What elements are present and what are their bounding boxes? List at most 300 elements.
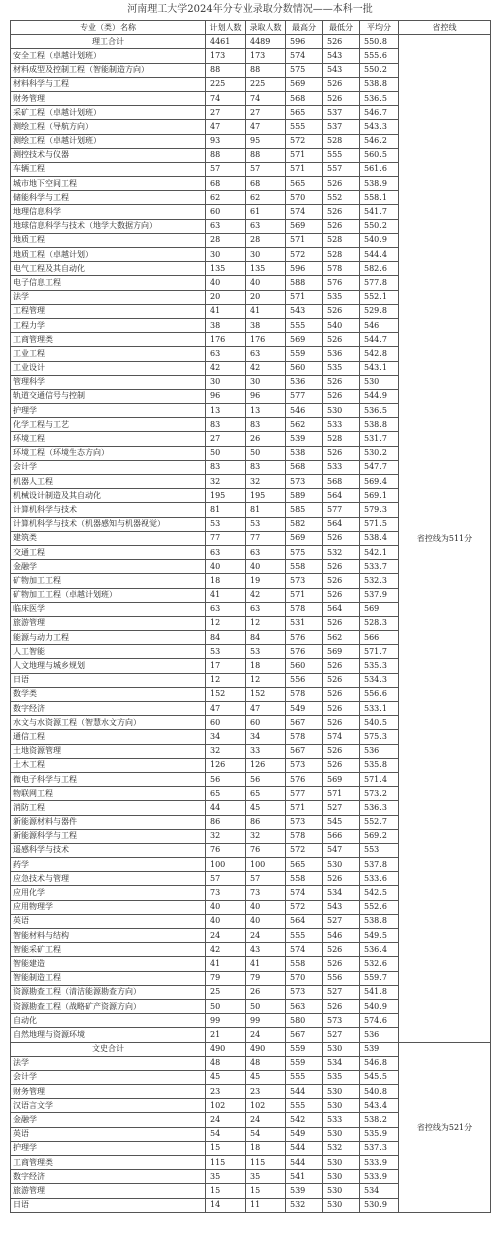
value-cell: 572: [286, 843, 323, 857]
major-name-cell: 消防工程: [11, 801, 206, 815]
major-name-cell: 机械设计制造及其自动化: [11, 489, 206, 503]
value-cell: 32: [206, 744, 246, 758]
value-cell: 35: [246, 1170, 286, 1184]
major-name-cell: 英语: [11, 914, 206, 928]
major-name-cell: 数字经济: [11, 702, 206, 716]
value-cell: 569: [286, 531, 323, 545]
value-cell: 86: [206, 815, 246, 829]
major-name-cell: 数学类: [11, 687, 206, 701]
value-cell: 73: [246, 886, 286, 900]
value-cell: 537.9: [360, 588, 399, 602]
value-cell: 574: [323, 730, 360, 744]
value-cell: 540.9: [360, 999, 399, 1013]
value-cell: 572: [286, 248, 323, 262]
value-cell: 40: [206, 900, 246, 914]
value-cell: 577: [286, 787, 323, 801]
major-name-cell: 人工智能: [11, 645, 206, 659]
value-cell: 528.3: [360, 616, 399, 630]
value-cell: 543: [323, 900, 360, 914]
major-name-cell: 物联网工程: [11, 787, 206, 801]
value-cell: 546: [323, 929, 360, 943]
value-cell: 526: [323, 333, 360, 347]
value-cell: 73: [206, 886, 246, 900]
value-cell: 544: [286, 1141, 323, 1155]
value-cell: 76: [206, 843, 246, 857]
value-cell: 545: [323, 815, 360, 829]
value-cell: 576: [323, 276, 360, 290]
value-cell: 81: [206, 503, 246, 517]
value-cell: 53: [206, 517, 246, 531]
value-cell: 576: [286, 772, 323, 786]
value-cell: 558: [286, 957, 323, 971]
major-name-cell: 建筑类: [11, 531, 206, 545]
value-cell: 45: [246, 1070, 286, 1084]
value-cell: 546: [286, 404, 323, 418]
value-cell: 570: [286, 971, 323, 985]
major-name-cell: 电气工程及其自动化: [11, 262, 206, 276]
major-name-cell: 金融学: [11, 1113, 206, 1127]
value-cell: 99: [206, 1014, 246, 1028]
major-name-cell: 金融学: [11, 560, 206, 574]
value-cell: 15: [206, 1184, 246, 1198]
value-cell: 526: [323, 716, 360, 730]
value-cell: 47: [246, 120, 286, 134]
major-name-cell: 环境工程（环境生态方向）: [11, 446, 206, 460]
major-name-cell: 计算机科学与技术（机器感知与机器视觉）: [11, 517, 206, 531]
major-name-cell: 旅游管理: [11, 1184, 206, 1198]
value-cell: 88: [246, 148, 286, 162]
value-cell: 533.6: [360, 872, 399, 886]
value-cell: 195: [206, 489, 246, 503]
value-cell: 135: [246, 262, 286, 276]
value-cell: 526: [323, 872, 360, 886]
value-cell: 63: [246, 545, 286, 559]
value-cell: 571: [286, 290, 323, 304]
value-cell: 47: [246, 702, 286, 716]
value-cell: 566: [323, 829, 360, 843]
value-cell: 578: [286, 730, 323, 744]
value-cell: 83: [206, 418, 246, 432]
value-cell: 152: [206, 687, 246, 701]
major-name-cell: 电子信息工程: [11, 276, 206, 290]
value-cell: 546.8: [360, 1056, 399, 1070]
value-cell: 35: [206, 1170, 246, 1184]
value-cell: 573: [286, 574, 323, 588]
value-cell: 32: [246, 829, 286, 843]
value-cell: 18: [246, 1141, 286, 1155]
value-cell: 48: [206, 1056, 246, 1070]
value-cell: 24: [206, 929, 246, 943]
major-name-cell: 药学: [11, 858, 206, 872]
value-cell: 573: [286, 815, 323, 829]
value-cell: 54: [246, 1127, 286, 1141]
value-cell: 589: [286, 489, 323, 503]
value-cell: 102: [246, 1099, 286, 1113]
value-cell: 528: [323, 233, 360, 247]
value-cell: 83: [246, 460, 286, 474]
major-name-cell: 化学工程与工艺: [11, 418, 206, 432]
control-line-cell: 省控线为521分: [399, 1042, 491, 1212]
value-cell: 572: [286, 900, 323, 914]
value-cell: 152: [246, 687, 286, 701]
value-cell: 225: [246, 77, 286, 91]
value-cell: 15: [246, 1184, 286, 1198]
major-name-cell: 土木工程: [11, 758, 206, 772]
value-cell: 555.6: [360, 49, 399, 63]
value-cell: 541.8: [360, 985, 399, 999]
value-cell: 528: [323, 248, 360, 262]
value-cell: 535.3: [360, 659, 399, 673]
value-cell: 544: [286, 1156, 323, 1170]
value-cell: 556: [286, 673, 323, 687]
value-cell: 569: [286, 77, 323, 91]
header-admitted: 录取人数: [246, 21, 286, 35]
value-cell: 536: [360, 1028, 399, 1042]
value-cell: 15: [206, 1141, 246, 1155]
value-cell: 77: [206, 531, 246, 545]
value-cell: 550.2: [360, 63, 399, 77]
major-name-cell: 自然地理与资源环境: [11, 1028, 206, 1042]
value-cell: 19: [246, 574, 286, 588]
value-cell: 526: [323, 375, 360, 389]
value-cell: 571: [286, 801, 323, 815]
value-cell: 531.7: [360, 432, 399, 446]
value-cell: 68: [206, 177, 246, 191]
value-cell: 530.2: [360, 446, 399, 460]
value-cell: 99: [246, 1014, 286, 1028]
major-name-cell: 地球信息科学与技术（地学大数据方向）: [11, 219, 206, 233]
value-cell: 533: [323, 418, 360, 432]
value-cell: 546.7: [360, 106, 399, 120]
value-cell: 535.8: [360, 758, 399, 772]
value-cell: 568: [286, 91, 323, 105]
value-cell: 538: [286, 446, 323, 460]
major-name-cell: 临床医学: [11, 602, 206, 616]
value-cell: 96: [206, 389, 246, 403]
value-cell: 536.3: [360, 801, 399, 815]
value-cell: 47: [206, 702, 246, 716]
value-cell: 560: [286, 361, 323, 375]
value-cell: 571: [286, 588, 323, 602]
group-total-label: 理工合计: [11, 35, 206, 49]
value-cell: 571: [286, 148, 323, 162]
value-cell: 562: [323, 631, 360, 645]
header-min: 最低分: [323, 21, 360, 35]
value-cell: 555: [286, 318, 323, 332]
value-cell: 526: [323, 560, 360, 574]
value-cell: 536.5: [360, 404, 399, 418]
major-name-cell: 测绘工程（卓越计划班）: [11, 134, 206, 148]
value-cell: 115: [206, 1156, 246, 1170]
group-total-cell: 4461: [206, 35, 246, 49]
value-cell: 530: [323, 1184, 360, 1198]
value-cell: 537: [323, 106, 360, 120]
value-cell: 42: [246, 361, 286, 375]
value-cell: 53: [246, 645, 286, 659]
value-cell: 538.4: [360, 531, 399, 545]
value-cell: 74: [206, 91, 246, 105]
value-cell: 540.9: [360, 233, 399, 247]
admission-score-table: [10, 20, 491, 1213]
value-cell: 32: [206, 829, 246, 843]
value-cell: 582.6: [360, 262, 399, 276]
value-cell: 27: [246, 106, 286, 120]
value-cell: 530: [323, 858, 360, 872]
value-cell: 578: [286, 829, 323, 843]
major-name-cell: 会计学: [11, 460, 206, 474]
value-cell: 526: [323, 673, 360, 687]
major-name-cell: 计算机科学与技术: [11, 503, 206, 517]
value-cell: 56: [206, 772, 246, 786]
value-cell: 24: [246, 929, 286, 943]
value-cell: 24: [206, 1113, 246, 1127]
header-max: 最高分: [286, 21, 323, 35]
value-cell: 543: [323, 63, 360, 77]
value-cell: 88: [206, 148, 246, 162]
table-body: [11, 35, 491, 1213]
value-cell: 571.7: [360, 645, 399, 659]
value-cell: 543.3: [360, 120, 399, 134]
value-cell: 552.7: [360, 815, 399, 829]
value-cell: 60: [246, 716, 286, 730]
value-cell: 564: [323, 489, 360, 503]
value-cell: 573: [323, 1014, 360, 1028]
value-cell: 528: [323, 432, 360, 446]
value-cell: 543.1: [360, 361, 399, 375]
value-cell: 565: [286, 858, 323, 872]
value-cell: 575: [286, 545, 323, 559]
value-cell: 532.6: [360, 957, 399, 971]
value-cell: 547.7: [360, 460, 399, 474]
value-cell: 575.3: [360, 730, 399, 744]
value-cell: 569: [323, 645, 360, 659]
value-cell: 126: [246, 758, 286, 772]
value-cell: 40: [246, 914, 286, 928]
value-cell: 40: [206, 276, 246, 290]
value-cell: 60: [206, 205, 246, 219]
value-cell: 74: [246, 91, 286, 105]
value-cell: 576: [286, 645, 323, 659]
major-name-cell: 新能源材料与器件: [11, 815, 206, 829]
value-cell: 81: [246, 503, 286, 517]
value-cell: 536.5: [360, 91, 399, 105]
value-cell: 30: [206, 248, 246, 262]
value-cell: 63: [206, 347, 246, 361]
value-cell: 534: [323, 886, 360, 900]
value-cell: 83: [246, 418, 286, 432]
value-cell: 571.4: [360, 772, 399, 786]
value-cell: 26: [246, 985, 286, 999]
major-name-cell: 汉语言文学: [11, 1099, 206, 1113]
value-cell: 12: [206, 673, 246, 687]
value-cell: 23: [206, 1085, 246, 1099]
value-cell: 530: [323, 1099, 360, 1113]
value-cell: 536: [360, 744, 399, 758]
value-cell: 564: [286, 914, 323, 928]
value-cell: 50: [206, 999, 246, 1013]
value-cell: 569.2: [360, 829, 399, 843]
value-cell: 558: [286, 872, 323, 886]
value-cell: 12: [206, 616, 246, 630]
value-cell: 40: [246, 276, 286, 290]
value-cell: 533: [323, 1113, 360, 1127]
value-cell: 531: [286, 616, 323, 630]
major-name-cell: 财务管理: [11, 1085, 206, 1099]
value-cell: 538.8: [360, 914, 399, 928]
value-cell: 576: [286, 631, 323, 645]
value-cell: 567: [286, 1028, 323, 1042]
value-cell: 63: [206, 545, 246, 559]
major-name-cell: 工业工程: [11, 347, 206, 361]
major-name-cell: 智能材料与结构: [11, 929, 206, 943]
group-total-cell: 526: [323, 35, 360, 49]
value-cell: 526: [323, 744, 360, 758]
value-cell: 526: [323, 616, 360, 630]
group-total-label: 文史合计: [11, 1042, 206, 1056]
value-cell: 18: [206, 574, 246, 588]
value-cell: 560: [286, 659, 323, 673]
value-cell: 42: [206, 361, 246, 375]
group-total-cell: 490: [206, 1042, 246, 1056]
value-cell: 530: [323, 1127, 360, 1141]
major-name-cell: 财务管理: [11, 91, 206, 105]
value-cell: 568: [286, 460, 323, 474]
value-cell: 536: [323, 347, 360, 361]
value-cell: 26: [246, 432, 286, 446]
value-cell: 225: [206, 77, 246, 91]
value-cell: 552: [323, 191, 360, 205]
value-cell: 532: [323, 1141, 360, 1155]
value-cell: 526: [323, 702, 360, 716]
value-cell: 540: [323, 318, 360, 332]
table-header-row: [11, 21, 491, 35]
value-cell: 96: [246, 389, 286, 403]
value-cell: 11: [246, 1198, 286, 1212]
value-cell: 561.6: [360, 162, 399, 176]
value-cell: 84: [246, 631, 286, 645]
group-total-cell: 539: [360, 1042, 399, 1056]
value-cell: 536.4: [360, 943, 399, 957]
value-cell: 45: [206, 1070, 246, 1084]
major-name-cell: 智能采矿工程: [11, 943, 206, 957]
major-name-cell: 车辆工程: [11, 162, 206, 176]
value-cell: 569: [286, 333, 323, 347]
value-cell: 526: [323, 659, 360, 673]
value-cell: 14: [206, 1198, 246, 1212]
major-name-cell: 水文与水资源工程（智慧水文方向）: [11, 716, 206, 730]
value-cell: 538.8: [360, 418, 399, 432]
value-cell: 79: [206, 971, 246, 985]
value-cell: 40: [206, 560, 246, 574]
value-cell: 12: [246, 616, 286, 630]
value-cell: 54: [206, 1127, 246, 1141]
major-name-cell: 地理信息科学: [11, 205, 206, 219]
value-cell: 100: [246, 858, 286, 872]
value-cell: 526: [323, 219, 360, 233]
value-cell: 126: [206, 758, 246, 772]
major-name-cell: 交通工程: [11, 545, 206, 559]
value-cell: 63: [246, 602, 286, 616]
value-cell: 596: [286, 262, 323, 276]
value-cell: 102: [206, 1099, 246, 1113]
value-cell: 582: [286, 517, 323, 531]
group-total-cell: 550.8: [360, 35, 399, 49]
value-cell: 566: [360, 631, 399, 645]
value-cell: 573: [286, 985, 323, 999]
value-cell: 62: [246, 191, 286, 205]
major-name-cell: 测控技术与仪器: [11, 148, 206, 162]
value-cell: 546: [360, 318, 399, 332]
major-name-cell: 会计学: [11, 1070, 206, 1084]
value-cell: 537.3: [360, 1141, 399, 1155]
value-cell: 25: [206, 985, 246, 999]
value-cell: 526: [323, 446, 360, 460]
major-name-cell: 城市地下空间工程: [11, 177, 206, 191]
value-cell: 542.5: [360, 886, 399, 900]
value-cell: 588: [286, 276, 323, 290]
major-name-cell: 日语: [11, 1198, 206, 1212]
value-cell: 526: [323, 77, 360, 91]
major-name-cell: 法学: [11, 1056, 206, 1070]
major-name-cell: 工商管理类: [11, 1156, 206, 1170]
value-cell: 535: [323, 361, 360, 375]
value-cell: 569: [323, 772, 360, 786]
value-cell: 527: [323, 1028, 360, 1042]
value-cell: 562: [286, 418, 323, 432]
value-cell: 541: [286, 1170, 323, 1184]
value-cell: 63: [206, 219, 246, 233]
value-cell: 57: [246, 872, 286, 886]
value-cell: 559: [286, 1056, 323, 1070]
value-cell: 526: [323, 531, 360, 545]
value-cell: 84: [206, 631, 246, 645]
value-cell: 530: [323, 1085, 360, 1099]
value-cell: 88: [206, 63, 246, 77]
value-cell: 543: [323, 49, 360, 63]
value-cell: 530.9: [360, 1198, 399, 1212]
value-cell: 578: [286, 687, 323, 701]
value-cell: 530: [323, 404, 360, 418]
value-cell: 57: [206, 872, 246, 886]
major-name-cell: 护理学: [11, 404, 206, 418]
value-cell: 544: [286, 1085, 323, 1099]
value-cell: 60: [206, 716, 246, 730]
value-cell: 526: [323, 957, 360, 971]
value-cell: 555: [286, 1099, 323, 1113]
value-cell: 42: [246, 588, 286, 602]
value-cell: 50: [246, 446, 286, 460]
value-cell: 45: [246, 801, 286, 815]
value-cell: 545.5: [360, 1070, 399, 1084]
major-name-cell: 日语: [11, 673, 206, 687]
value-cell: 526: [323, 574, 360, 588]
value-cell: 555: [286, 120, 323, 134]
major-name-cell: 英语: [11, 1127, 206, 1141]
value-cell: 540.8: [360, 1085, 399, 1099]
value-cell: 18: [246, 659, 286, 673]
value-cell: 546.2: [360, 134, 399, 148]
value-cell: 534: [323, 1056, 360, 1070]
value-cell: 549: [286, 1127, 323, 1141]
value-cell: 526: [323, 588, 360, 602]
value-cell: 574: [286, 205, 323, 219]
group-total-row: [11, 35, 491, 49]
value-cell: 538.9: [360, 177, 399, 191]
value-cell: 567: [286, 716, 323, 730]
major-name-cell: 土地资源管理: [11, 744, 206, 758]
value-cell: 538.8: [360, 77, 399, 91]
value-cell: 534: [360, 1184, 399, 1198]
